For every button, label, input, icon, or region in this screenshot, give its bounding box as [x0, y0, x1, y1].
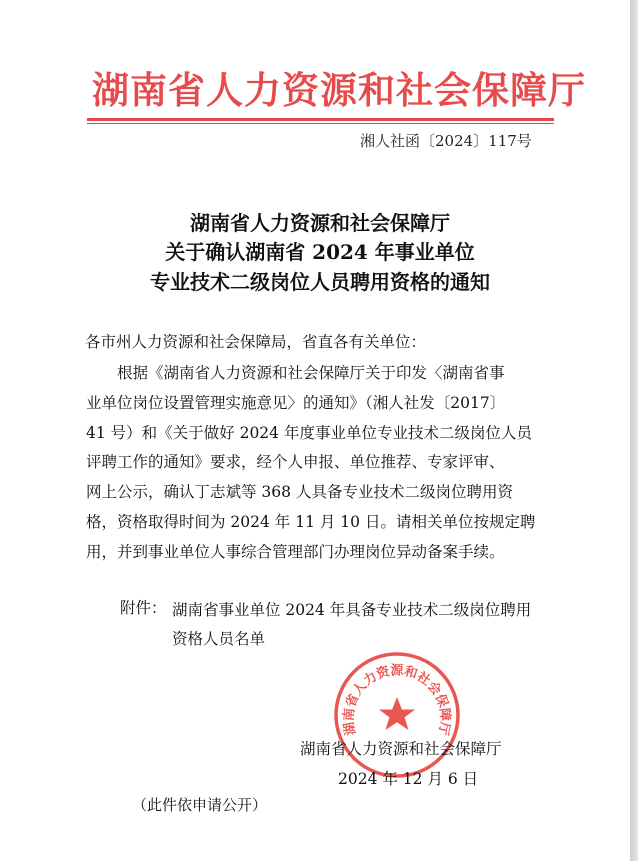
attachment-label: 附件：	[120, 599, 167, 617]
document-number: 湘人社函〔2024〕117号	[360, 132, 532, 150]
body-line: 格，资格取得时间为 2024 年 11 月 10 日。请相关单位按规定聘	[86, 512, 536, 531]
body-line: 用，并到事业单位人事综合管理部门办理岗位异动备案手续。	[86, 542, 505, 561]
header-rule-thick	[87, 118, 554, 121]
attachment-line-1: 湖南省事业单位 2024 年具备专业技术二级岗位聘用	[172, 601, 532, 619]
attachment-title	[172, 596, 531, 654]
signature-date: 2024 年 12 月 6 日	[338, 770, 479, 788]
document-title-line-2: 关于确认湖南省 2024 年事业单位	[165, 240, 475, 264]
body-paragraph	[86, 359, 562, 568]
signature-organization: 湖南省人力资源和社会保障厅	[300, 740, 502, 758]
organization-header: 湖南省人力资源和社会保障厅	[92, 68, 586, 112]
body-line: 根据《湖南省人力资源和社会保障厅关于印发〈湖南省事	[117, 364, 505, 382]
header-rule-thin	[87, 123, 554, 124]
body-line: 评聘工作的通知》要求，经个人申报、单位推荐、专家评审、	[86, 453, 505, 472]
document-title-line-3: 专业技术二级岗位人员聘用资格的通知	[150, 270, 490, 294]
body-line: 41 号）和《关于做好 2024 年度事业单位专业技术二级岗位人员	[86, 423, 532, 442]
official-seal-icon	[332, 650, 462, 780]
page-edge	[630, 0, 638, 861]
seal-text: 湖南省人力资源和社会保障厅	[341, 663, 453, 737]
disclosure-note: （此件依申请公开）	[132, 796, 268, 814]
attachment-line-2: 资格人员名单	[172, 630, 266, 648]
salutation: 各市州人力资源和社会保障局，省直各有关单位：	[85, 333, 427, 351]
body-line: 业单位岗位设置管理实施意见〉的通知》（湘人社发〔2017〕	[86, 393, 506, 412]
body-line: 网上公示，确认丁志斌等 368 人具备专业技术二级岗位聘用资	[86, 483, 513, 502]
document-title-line-1: 湖南省人力资源和社会保障厅	[190, 211, 450, 235]
